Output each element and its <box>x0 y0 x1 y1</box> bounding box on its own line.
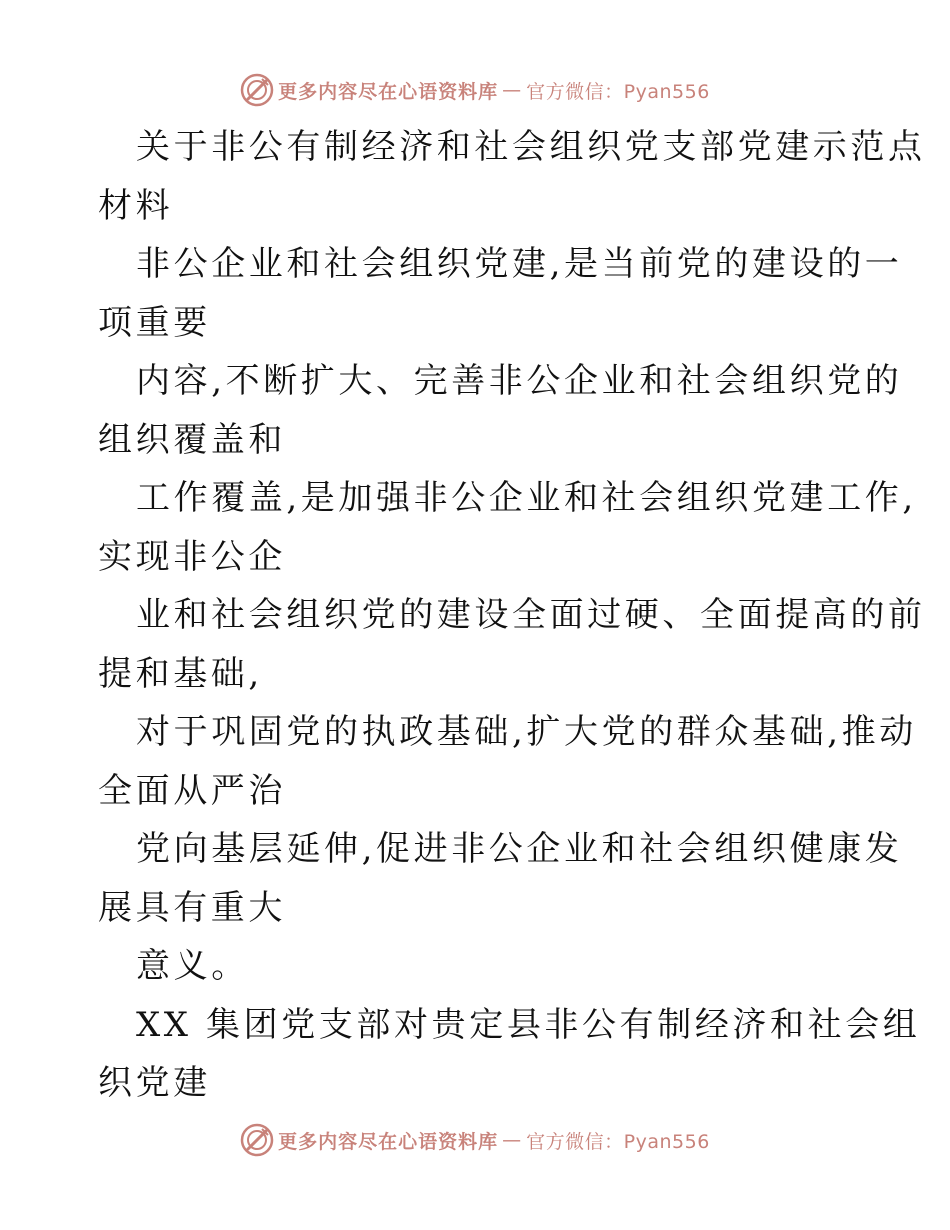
logo-icon <box>240 73 274 107</box>
paragraph <box>98 937 858 996</box>
paragraph-first-line: 意义。 <box>136 946 249 986</box>
paragraph-continuation: 展具有重大 <box>98 887 286 928</box>
watermark-separator: — <box>502 1129 523 1151</box>
paragraph <box>98 586 926 703</box>
paragraph-continuation: 实现非公企 <box>98 536 286 577</box>
paragraph-first-line: 业和社会组织党的建设全面过硬、全面提高的前 <box>136 595 926 635</box>
paragraph <box>98 820 903 937</box>
paragraph-first-line: 党向基层延伸,促进非公企业和社会组织健康发 <box>136 829 903 869</box>
watermark-text: 更多内容尽在心语资料库 <box>278 1130 499 1153</box>
paragraph-first-line: 内容,不断扩大、完善非公企业和社会组织党的 <box>136 361 903 401</box>
paragraph <box>98 469 917 586</box>
paragraph-continuation: 全面从严治 <box>98 770 286 811</box>
paragraph-continuation: 织党建 <box>98 1063 211 1103</box>
watermark-wechat: 官方微信：Pyan556 <box>526 80 710 103</box>
paragraph-continuation: 提和基础, <box>98 653 263 694</box>
paragraph <box>98 703 917 820</box>
paragraph-continuation: 组织覆盖和 <box>98 419 286 460</box>
paragraph-first-line: 工作覆盖,是加强非公企业和社会组织党建工作, <box>136 478 917 518</box>
watermark-wechat: 官方微信：Pyan556 <box>526 1130 710 1153</box>
paragraph <box>98 235 903 352</box>
header-watermark <box>0 70 950 110</box>
paragraph <box>98 118 926 235</box>
document-body <box>98 118 926 1113</box>
paragraph-continuation: 项重要 <box>98 302 211 343</box>
paragraph-first-line: 对于巩固党的执政基础,扩大党的群众基础,推动 <box>136 712 917 752</box>
paragraph-continuation: 材料 <box>98 185 174 226</box>
paragraph <box>98 996 921 1113</box>
paragraph-first-line: 关于非公有制经济和社会组织党支部党建示范点 <box>136 127 926 167</box>
paragraph-first-line: 非公企业和社会组织党建,是当前党的建设的一 <box>136 244 903 284</box>
paragraph <box>98 352 903 469</box>
watermark-separator: — <box>502 79 523 101</box>
watermark-text: 更多内容尽在心语资料库 <box>278 80 499 103</box>
footer-watermark <box>0 1120 950 1160</box>
paragraph-first-line: XX 集团党支部对贵定县非公有制经济和社会组 <box>136 1004 921 1045</box>
logo-icon <box>240 1123 274 1157</box>
